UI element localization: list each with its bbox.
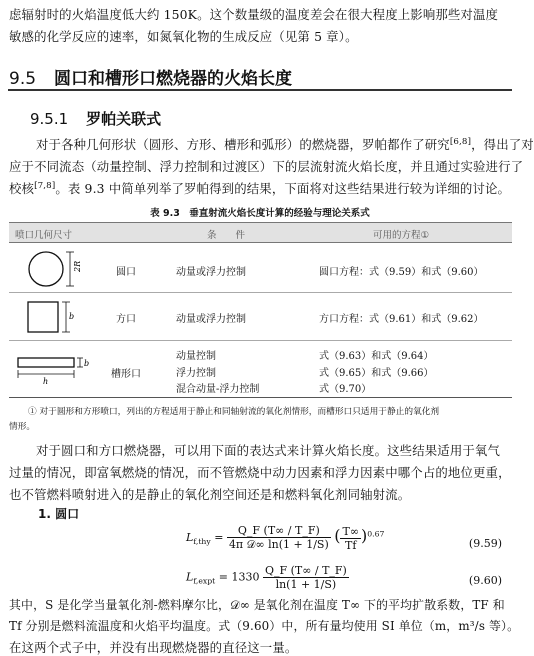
header-shape: 喷口几何尺寸 xyxy=(15,230,73,241)
row-equation: 圆口方程：式（9.59）和式（9.60） xyxy=(319,267,484,278)
row-condition: 动量或浮力控制 xyxy=(176,314,246,325)
eq-denominator: 4π 𝒟∞ ln(1 + 1/S) xyxy=(228,538,329,551)
equation-number: (9.60) xyxy=(468,574,502,587)
section-heading xyxy=(9,64,292,89)
body-text-line: 应于不同流态（动量控制、浮力控制和过渡区）下的层流射流火焰长度，并且通过实验进行了 xyxy=(9,159,524,174)
diameter-label: 2R xyxy=(73,260,82,272)
row-equation: 式（9.70） xyxy=(319,384,372,395)
equation-9-60: $L_{f,expt} = 1330$ $\frac{Q\_F (T\infty / T\_F)}{\ln(1 + 1/S)}$ xyxy=(186,564,347,591)
row-condition: 浮力控制 xyxy=(176,368,216,379)
equation-9-59: $L_{f,thy}$ = $\frac{Q\_F (T\infty / T\_F)}{\text{4π 𝒟∞ ln(1 + 1/S)}}$ ( $\frac{T\infty}{Tf}$ )$^{0.67}$ xyxy=(186,524,385,552)
square-orifice-diagram xyxy=(10,298,105,342)
body-text-line: Tf 分别是燃料流温度和火焰平均温度。式（9.60）中，所有量均使用 SI 单位（m，m³/s 等）。 xyxy=(9,619,520,633)
body-text-line: 在这两个式子中，并没有出现燃烧器的直径这一量。 xyxy=(9,640,298,655)
row-equation: 方口方程：式（9.61）和式（9.62） xyxy=(319,314,484,325)
body-text-line: 也不管燃料喷射进入的是静止的氧化剂空间还是和燃料氧化剂同轴射流。 xyxy=(9,487,411,502)
row-condition: 动量或浮力控制 xyxy=(176,267,246,278)
subheading-round: 1. 圆口 xyxy=(38,507,80,521)
row-condition: 混合动量-浮力控制 xyxy=(176,384,260,395)
header-equation: 可用的方程① xyxy=(373,230,430,241)
table-caption: 表 9.3 垂直射流火焰长度计算的经验与理论关系式 xyxy=(150,208,370,219)
slot-length-label: h xyxy=(43,377,49,386)
row-name: 圆口 xyxy=(116,267,136,278)
body-text-line: 对于各种几何形状（圆形、方形、槽形和弧形）的燃烧器，罗帕都作了研究[6,8]，得出了对 xyxy=(36,136,534,152)
body-text-line: 过量的情况，即富氧燃烧的情况，而不管燃烧中动力因素和浮力因素中哪个占的地位更重， xyxy=(9,465,511,480)
section-rule xyxy=(8,89,512,91)
subsection-title: 罗帕关联式 xyxy=(86,110,162,128)
row-name: 方口 xyxy=(116,314,136,325)
body-text-line: 其中，S 是化学当量氧化剂-燃料摩尔比，𝒟∞ 是氧化剂在温度 T∞ 下的平均扩散系数，TF 和 xyxy=(9,598,505,612)
circle-orifice-diagram xyxy=(10,248,105,296)
section-number: 9.5 xyxy=(9,69,37,89)
row-divider xyxy=(9,340,512,341)
eq-numerator: Q_F (T∞ / T_F) xyxy=(227,524,331,538)
table-footnote: 情形。 xyxy=(9,422,36,432)
body-text-line: 虑辐射时的火焰温度低大约 150K。这个数量级的温度差会在很大程度上影响那些对温度 xyxy=(9,7,499,22)
table-bottom-rule xyxy=(9,397,512,398)
row-equation: 式（9.65）和式（9.66） xyxy=(319,368,434,379)
subsection-number: 9.5.1 xyxy=(30,110,69,128)
slot-width-label: b xyxy=(84,359,90,368)
section-title: 圆口和槽形口燃烧器的火焰长度 xyxy=(54,69,293,89)
row-condition: 动量控制 xyxy=(176,351,216,362)
subsection-heading xyxy=(30,108,161,129)
slot-orifice-diagram xyxy=(10,348,105,392)
row-name: 槽形口 xyxy=(111,369,141,380)
body-text-line: 对于圆口和方口燃烧器，可以用下面的表达式来计算火焰长度。这些结果适用于氧气 xyxy=(36,443,501,458)
table-footnote: ① 对于圆形和方形喷口，列出的方程适用于静止和同轴射流的氧化剂情形，而槽形口只适用于静止的氧化剂 xyxy=(28,407,440,417)
side-label: b xyxy=(69,312,75,321)
body-text-line: 敏感的化学反应的速率，如氮氧化物的生成反应（见第 5 章）。 xyxy=(9,29,358,44)
row-divider xyxy=(9,292,512,293)
equation-number: (9.59) xyxy=(468,537,502,550)
body-text-line: 校核[7,8]。表 9.3 中简单列举了罗帕得到的结果，下面将对这些结果进行较为详细的讨论。 xyxy=(9,180,511,196)
table-header xyxy=(9,222,512,243)
header-condition: 条 件 xyxy=(207,230,246,241)
row-equation: 式（9.63）和式（9.64） xyxy=(319,351,434,362)
